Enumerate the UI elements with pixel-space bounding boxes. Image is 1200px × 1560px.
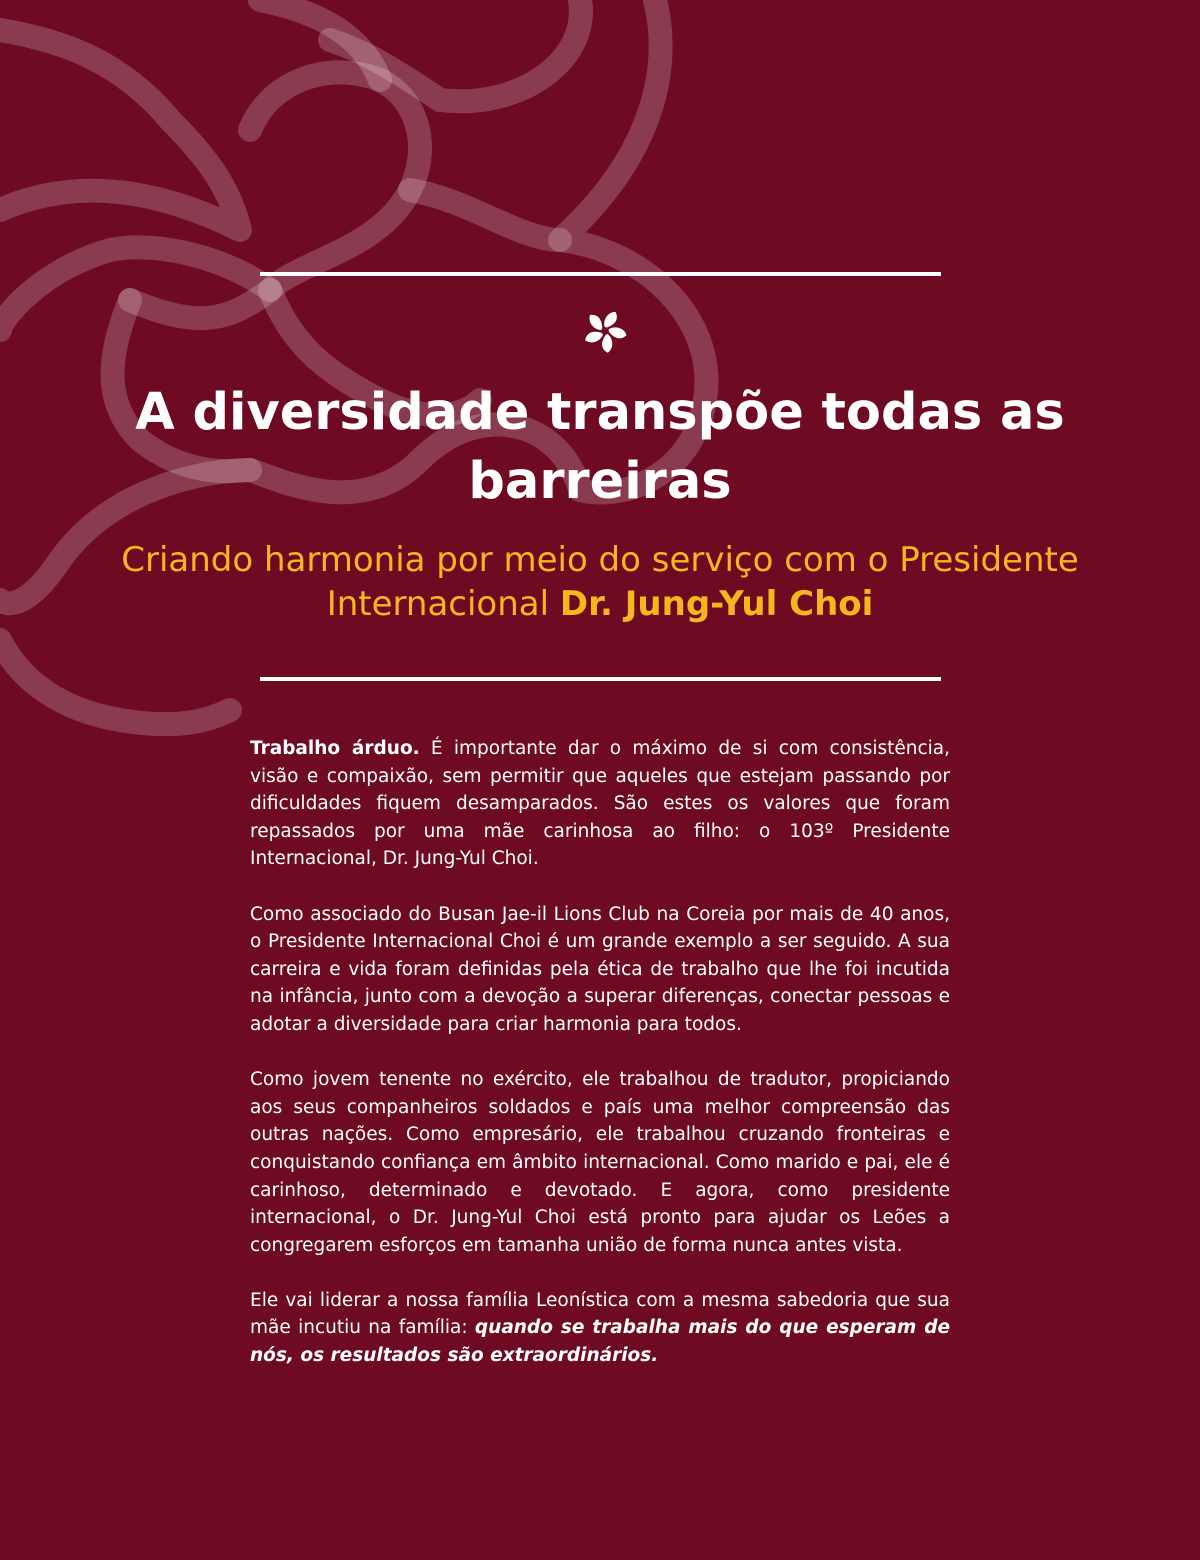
page-title: A diversidade transpõe todas as barreiras — [135, 383, 1065, 511]
paragraph-2: Como associado do Busan Jae-il Lions Club na Coreia por mais de 40 anos, o Presidente Internacional Choi é um grande exemplo a ser seguido. A sua carreira e vida foram definidas pela ética de trabalho que lhe foi incutida na infância, junto com a devoção a superar diferenças, conectar pessoas e adotar a diversidade para criar harmonia para todos. — [250, 903, 950, 1035]
paragraph-1-text: É importante dar o máximo de si com consistência, visão e compaixão, sem permitir que aqueles que estejam passando por dificuldades fiquem desamparados. São estes os valores que foram repassados por uma mãe carinhosa ao filho: o 103º Presidente Internacional, Dr. Jung-Yul Choi. — [250, 738, 951, 870]
paragraph-1 — [250, 735, 950, 873]
top-divider — [260, 272, 941, 276]
paragraph-4-quote: quando se trabalha mais do que esperam de nós, os resultados são extraordinários. — [250, 1317, 950, 1367]
page-subtitle — [120, 538, 1080, 626]
bottom-divider — [260, 677, 941, 681]
article-body — [250, 735, 950, 1397]
paragraph-1-lead: Trabalho árduo. — [250, 738, 420, 759]
subtitle-text: Criando harmonia por meio do serviço com o Presidente Internacional — [121, 540, 1079, 624]
subtitle-name: Dr. Jung-Yul Choi — [559, 584, 874, 624]
flower-icon — [582, 308, 628, 354]
paragraph-3: Como jovem tenente no exército, ele trabalhou de tradutor, propiciando aos seus companheiros soldados e país uma melhor compreensão das outras nações. Como empresário, ele trabalhou cruzando fronteiras e conquistando confiança em âmbito internacional. Como marido e pai, ele é carinhoso, determinado e devotado. E agora, como presidente internacional, o Dr. Jung-Yul Choi está pronto para ajudar os Leões a congregarem esforços em tamanha união de forma nunca antes vista. — [250, 1069, 950, 1256]
paragraph-4-text: Ele vai liderar a nossa família Leonística com a mesma sabedoria que sua mãe incutiu na família: — [250, 1289, 950, 1339]
paragraph-4 — [250, 1287, 950, 1370]
